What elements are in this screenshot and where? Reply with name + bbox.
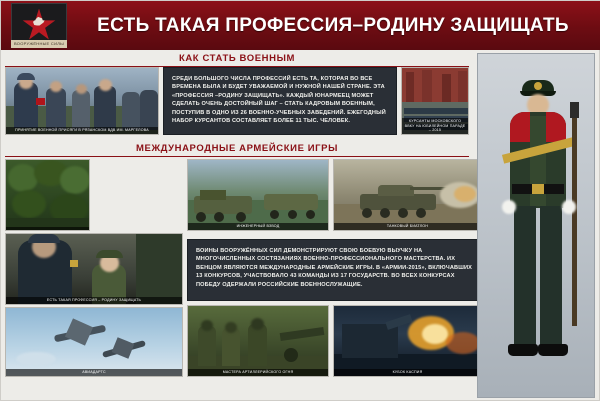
photo-night [333,305,482,377]
photo-officer [5,233,183,305]
ceremonial-rifle [572,106,577,326]
photo-guncrew [187,305,329,377]
photo-kremlin-caption: КУРСАНТЫ МОСКОВСКОГО ВВКУ НА ЮБИЛЕЙНОМ ПАРАДЕ – 2015 [402,118,468,134]
photo-oath [5,67,159,135]
rifle-bayonet-icon [570,102,579,118]
honor-guard-figure [477,53,595,398]
guard-glove-left [502,200,516,214]
guard-leg-right [540,206,562,346]
photo-jets-caption: АВИАДАРТС [6,369,182,376]
photo-oath-caption: ПРИНЯТИЕ ВОЕННОЙ ПРИСЯГИ В РЯЗАНСКОМ ВДВ ИМ. МАРГЕЛОВА [6,127,158,134]
photo-night-scene [334,306,481,376]
guard-leg-left [514,206,536,346]
text-howto: СРЕДИ БОЛЬШОГО ЧИСЛА ПРОФЕССИЙ ЕСТЬ ТА, КОТОРАЯ ВО ВСЕ ВРЕМЕНА БЫЛА И БУДЕТ УВАЖАЕМОЙ И НУЖНОЙ НАШЕЙ СТРАНЕ. ЭТА «ПРОФЕССИЯ –РОДИНУ ЗАЩИЩАТЬ». КАЖДЫЙ ЮНАРМЕЕЦ МОЖЕТ СДЕЛАТЬ ОЧЕНЬ ДОСТОЙНЫЙ ШАГ – СТАТЬ КАДРОВЫМ ВОЕННЫМ, ПОСТУПИВ В ОДНО ИЗ 26 ВОЕННО-УЧЕБНЫХ ЗАВЕДЕНИЙ. ЕЖЕГОДНЫЙ НАБОР КУРСАНТОВ СОСТАВЛЯЕТ БОЛЕЕ 11 ТЫС. ЧЕЛОВЕК. [163,67,397,135]
photo-tank [333,159,482,231]
section-title-games [5,143,469,157]
photo-officer-scene [6,234,182,304]
page-title: ЕСТЬ ТАКАЯ ПРОФЕССИЯ–РОДИНУ ЗАЩИЩАТЬ [97,14,569,36]
photo-jets [5,307,183,377]
title-rule [5,156,469,157]
photo-forest [5,159,90,231]
cap-badge-icon [534,82,542,90]
photo-forest-scene [6,160,89,230]
guard-glove-right [562,200,576,214]
photo-tank-caption: ТАНКОВЫЙ БИАТЛОН [334,223,481,230]
photo-night-caption: КУБОК КАСПИЯ [334,369,481,376]
section-title-games-text: МЕЖДУНАРОДНЫЕ АРМЕЙСКИЕ ИГРЫ [136,143,338,154]
photo-officer-caption: ЕСТЬ ТАКАЯ ПРОФЕССИЯ – РОДИНУ ЗАЩИЩАТЬ [6,297,182,304]
army-emblem [1,1,79,50]
photo-pontoon-scene [188,160,328,230]
photo-guncrew-caption: МАСТЕРА АРТИЛЛЕРИЙСКОГО ОГНЯ [188,369,328,376]
photo-oath-scene [6,68,158,134]
photo-pontoon [187,159,329,231]
red-star-icon [22,9,56,43]
photo-forest-caption [6,227,89,230]
section-title-howto [5,53,469,67]
text-games: ВОИНЫ ВООРУЖЁННЫХ СИЛ ДЕМОНСТРИРУЮТ СВОЮ БОЕВУЮ ВЫУЧКУ НА МНОГОЧИСЛЕННЫХ СОСТЯЗАНИЯХ ВОЕННО-ПРОФЕССИОНАЛЬНОГО МАСТЕРСТВА. ИХ ВЕНЦОМ ЯВЛЯЮТСЯ МЕЖДУНАРОДНЫЕ АРМЕЙСКИЕ ИГРЫ. В «АРМИИ-2015», ВКЛЮЧАВШИХ 13 КОНКУРСОВ, УЧАСТВОВАЛО 43 КОМАНДЫ ИЗ 17 ГОСУДАРСТВ. ВО ВСЕХ КОНКУРСАХ ПОБЕДУ ОДЕРЖАЛИ РОССИЙСКИЕ ВОЕННОСЛУЖАЩИЕ. [187,239,482,301]
emblem-ribbon-label: ВООРУЖЁННЫЕ СИЛЫ [11,40,67,48]
guard-epaulette-left [510,112,530,142]
guard-epaulette-right [546,112,566,142]
photo-jets-scene [6,308,182,376]
photo-tank-scene [334,160,481,230]
photo-kremlin [401,67,469,135]
guard-buckle [532,184,544,194]
photo-guncrew-scene [188,306,328,376]
guard-boot-right [538,344,568,356]
section-title-howto-text: КАК СТАТЬ ВОЕННЫМ [178,53,296,64]
poster-header [1,1,600,50]
guard-boot-left [508,344,538,356]
photo-pontoon-caption: ИНЖЕНЕРНЫЙ ВЗВОД [188,223,328,230]
